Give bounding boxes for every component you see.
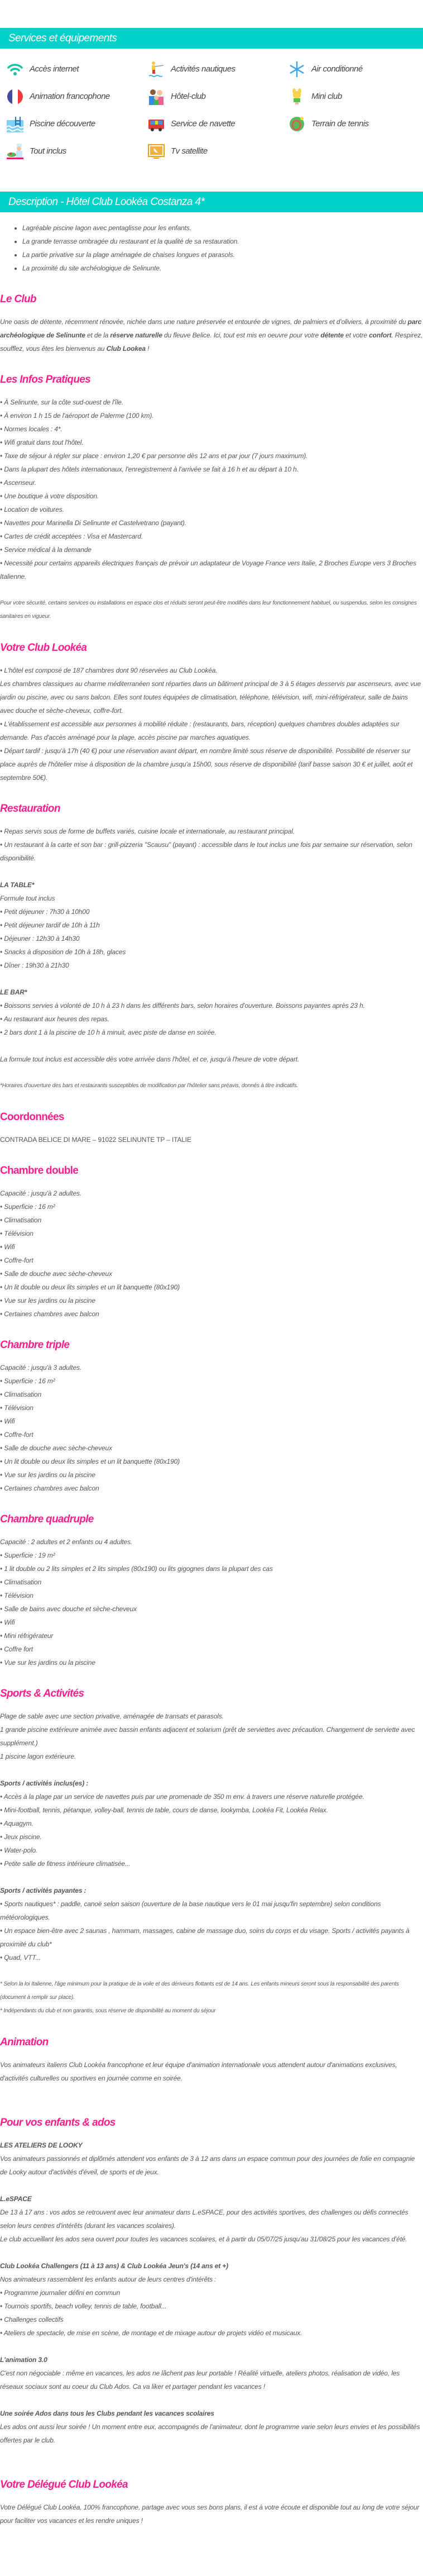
info-item: • Dans la plupart des hôtels internationaux, l'enregistrement à l'arrivée se fait à 16 h et au départ à 10 h. xyxy=(0,465,299,473)
sports-note: * Selon la loi Italienne, l'âge minimum pour la pratique de la voile et des dériveurs flottants est de 14 ans. Les enfants mineurs seront sous la responsabilité des parents (document à remplir sur place). xyxy=(0,1981,399,2001)
section-coordonnees xyxy=(0,1111,423,1146)
animation-text: Vos animateurs italiens Club Lookéa francophone et leur équipe d'animation internationale vous attendent autour d'animations exclusives, d'activités culturelles ou sportives en journée comme en soirée. xyxy=(0,2061,397,2082)
subheading: LA TABLE* xyxy=(0,881,35,889)
info-item: • Normes locales : 4*. xyxy=(0,425,63,433)
kids-text: • Challenges collectifs xyxy=(0,2316,64,2323)
text-bold: réserve naturelle xyxy=(110,331,162,339)
service-item xyxy=(148,55,289,83)
section-heading: Pour vos enfants & ados xyxy=(0,2117,116,2129)
text: Une oasis de détente, récemment rénovée, nichée dans une nature préservée et entourée de vignes, de palmiers et d'oliviers, à proximité du xyxy=(0,318,408,326)
formula-text: La formule tout inclus est accessible dès votre arrivée dans l'hôtel, et ce, jusqu'à l'heure de votre départ. xyxy=(0,1055,300,1063)
service-item xyxy=(148,110,289,137)
table-item: Formule tout inclus xyxy=(0,894,55,902)
room-item: • Vue sur les jardins ou la piscine xyxy=(0,1659,95,1666)
service-label: Accès internet xyxy=(30,64,79,74)
highlight-item: • Lagréable piscine lagon avec pentaglisse pour les enfants. xyxy=(22,221,423,235)
room-item: • Mini réfrigérateur xyxy=(0,1632,54,1640)
info-item: • Une boutique à votre disposition. xyxy=(0,492,99,500)
table-item: • Déjeuner : 12h30 à 14h30 xyxy=(0,935,80,942)
sports-intro: Plage de sable avec une section privative, aménagée de transats et parasols. xyxy=(0,1712,224,1720)
room-item: • Salle de douche avec sèche-cheveux xyxy=(0,1270,112,1278)
services-grid xyxy=(0,55,423,165)
room-item: Capacité : jusqu'à 2 adultes. xyxy=(0,1189,82,1197)
room-item: • Télévision xyxy=(0,1230,33,1237)
subheading: L'animation 3.0 xyxy=(0,2356,47,2364)
club-item: • L'hôtel est composé de 187 chambres dont 90 réservées au Club Lookéa. xyxy=(0,666,218,674)
room-item: • Certaines chambres avec balcon xyxy=(0,1484,99,1492)
subheading: Sports / activités payantes : xyxy=(0,1887,86,1894)
info-item: • Necessité pour certains appareils électriques français de prévoir un adaptateur de Voyage France vers Italie, 2 Broches Europe vers 3 Broches Italienne. xyxy=(0,559,417,580)
service-label: Air conditionné xyxy=(311,64,363,74)
section-le-club xyxy=(0,293,423,355)
room-item: • Coffre fort xyxy=(0,1645,33,1653)
sport-item: • Jeux piscine. xyxy=(0,1833,42,1841)
kids-text: Vos animateurs passionnés et diplômés attendent vos enfants de 3 à 12 ans dans un espace commun pour des journées de folie en compagnie de Looky autour d'activités d'éveil, de sports et de jeux. xyxy=(0,2155,415,2176)
section-infos-pratiques xyxy=(0,373,423,623)
room-item: • Superficie : 16 m² xyxy=(0,1377,55,1385)
text: du fleuve Belice. Ici, tout est mis en oeuvre pour votre xyxy=(162,331,321,339)
room-item: • Coffre-fort xyxy=(0,1431,33,1439)
info-item: • Taxe de séjour à régler sur place : environ 1,20 € par personne dès 12 ans et par jour (7 jours maximum). xyxy=(0,452,308,460)
room-item: • Un lit double ou deux lits simples et un lit banquette (80x190) xyxy=(0,1283,180,1291)
kids-text: Nos animateurs rassemblent les enfants autour de leurs centres d'intérêts : xyxy=(0,2275,217,2283)
section-heading: Les Infos Pratiques xyxy=(0,374,90,385)
address: CONTRADA BELICE DI MARE – 91022 SELINUNTE TP – ITALIE xyxy=(0,1136,191,1144)
restaurant-item: • Un restaurant à la carte et son bar : grill-pizzeria "Scausu" (payant) : accessible dans le tout inclus une fois par semaine sur réservation, selon disponibilité. xyxy=(0,841,412,862)
bar-item: • Au restaurant aux heures des repas. xyxy=(0,1015,109,1023)
section-votre-club xyxy=(0,641,423,784)
room-item: • 1 lit double ou 2 lits simples et 2 lits simples (80x190) ou lits gigognes dans la plupart des cas xyxy=(0,1565,273,1573)
bunny-icon xyxy=(289,88,305,105)
highlight-item: • La proximité du site archéologique de Selinunte. xyxy=(22,261,423,275)
service-label: Tout inclus xyxy=(30,146,66,156)
info-item: • Ascenseur. xyxy=(0,479,36,487)
service-label: Hôtel-club xyxy=(171,91,206,101)
sanitary-note: Pour votre sécurité, certains services ou installations en espace clos et réduits seront peut-être modifiés dans leur fonctionnement habituel, ou suspendus, selon les consignes sanitaires en vigueur. xyxy=(0,600,417,620)
wifi-icon xyxy=(7,61,23,78)
section-heading: Restauration xyxy=(0,803,60,815)
room-item: • Salle de douche avec sèche-cheveux xyxy=(0,1444,112,1452)
text-bold: détente xyxy=(320,331,344,339)
section-restauration xyxy=(0,802,423,1093)
section-heading: Chambre quadruple xyxy=(0,1513,94,1525)
sport-item: • Petite salle de fitness intérieure climatisée... xyxy=(0,1860,131,1868)
kids-text: • Programme journalier défini en commun xyxy=(0,2289,121,2297)
sports-intro: 1 piscine lagon extérieure. xyxy=(0,1753,76,1760)
sports-intro: 1 grande piscine extérieure animée avec bassin enfants adjacent et solarium (prêt de serviettes avec précaution. Changement de serviette avec supplément.) xyxy=(0,1726,415,1747)
subheading: LES ATELIERS DE LOOKY xyxy=(0,2141,83,2149)
description-title: Description - Hôtel Club Lookéa Costanza 4* xyxy=(8,196,205,208)
info-item: • Navettes pour Marinella Di Selinunte et Castelvetrano (payant). xyxy=(0,519,186,527)
section-sports xyxy=(0,1687,423,2018)
service-label: Piscine découverte xyxy=(30,118,95,128)
service-item xyxy=(7,55,148,83)
service-item xyxy=(7,83,148,110)
service-label: Tv satellite xyxy=(171,146,208,156)
section-chambre-double xyxy=(0,1164,423,1321)
info-item: • À environ 1 h 15 de l'aéroport de Palerme (100 km). xyxy=(0,412,154,420)
french-flag-icon xyxy=(7,88,23,105)
service-item xyxy=(289,83,423,110)
kids-text: De 13 à 17 ans : vos ados se retrouvent avec leur animateur dans L.eSPACE, pour des activités sportives, des challenges ou défis connectés selon leurs centres d'intérêts (durant les vacances scolaires). xyxy=(0,2208,408,2230)
highlight-item: • La grande terrasse ombragée du restaurant et la qualité de sa restauration. xyxy=(22,235,423,248)
room-item: Capacité : jusqu'à 3 adultes. xyxy=(0,1364,82,1372)
table-item: • Petit déjeuner tardif de 10h à 11h xyxy=(0,921,100,929)
delegue-text: Votre Délégué Club Lookéa, 100% francophone, partage avec vous ses bons plans, il est à votre écoute et disponible tout au long de votre séjour pour faciliter vos vacances et les rendre uniques ! xyxy=(0,2503,420,2525)
text: . Respirez, soufflez, vous êtes les bienvenus au xyxy=(0,331,423,353)
info-item: • Location de voitures. xyxy=(0,506,64,513)
section-heading: Votre Délégué Club Lookéa xyxy=(0,2479,128,2491)
section-animation xyxy=(0,2036,423,2098)
table-item: • Dîner : 19h30 à 21h30 xyxy=(0,961,69,969)
text: ! xyxy=(145,345,150,353)
service-label: Activités nautiques xyxy=(171,64,235,74)
sport-item: • Un espace bien-être avec 2 saunas , hammam, massages, cabine de massage duo, soins du corps et du visage. Sports / activités payants à proximité du club* xyxy=(0,1927,410,1948)
room-item: • Un lit double ou deux lits simples et un lit banquette (80x190) xyxy=(0,1458,180,1465)
subheading: L.eSPACE xyxy=(0,2195,32,2203)
text-bold: confort xyxy=(369,331,392,339)
service-item xyxy=(7,137,148,165)
info-item: • Cartes de crédit acceptées : Visa et Mastercard. xyxy=(0,532,143,540)
club-item: • Départ tardif : jusqu'à 17h (40 €) pour une réservation avant départ, en nombre limité sous réserve de disponibilité. Possibilité de réserver sur place auprès de l'hôtelier mise à disposition de la chambre jusqu'a 15h00, sous réserve de disponibilité (tarif basse saison 30 € et juillet, août et septembre 50€). xyxy=(0,747,413,782)
chef-icon xyxy=(7,143,23,160)
sport-item: • Water-polo. xyxy=(0,1846,38,1854)
info-item: • Wifi gratuit dans tout l'hôtel. xyxy=(0,439,84,446)
services-title: Services et équipements xyxy=(8,32,117,44)
highlight-item: • La partie privative sur la plage aménagée de chaises longues et parasols. xyxy=(22,248,423,261)
sport-item: • Mini-football, tennis, pétanque, volley-ball, tennis de table, cours de danse, lookymba, Lookéa Fit, Lookéa Relax. xyxy=(0,1806,328,1814)
sport-item: • Sports nautiques* : paddle, canoë selon saison (ouverture de la base nautique vers le 01 mai jusqu'fin septembre) selon conditions météorologiques. xyxy=(0,1900,381,1921)
service-item xyxy=(7,110,148,137)
section-heading: Chambre triple xyxy=(0,1339,70,1351)
room-item: • Wifi xyxy=(0,1417,15,1425)
section-heading: Le Club xyxy=(0,293,36,305)
room-item: • Vue sur les jardins ou la piscine xyxy=(0,1471,95,1479)
bar-item: • 2 bars dont 1 à la piscine de 10 h à minuit, avec piste de danse en soirée. xyxy=(0,1029,217,1036)
snowflake-icon xyxy=(289,61,305,78)
room-item: • Certaines chambres avec balcon xyxy=(0,1310,99,1318)
room-item: • Climatisation xyxy=(0,1578,41,1586)
info-item: • À Selinunte, sur la côte sud-ouest de l'île. xyxy=(0,398,124,406)
restaurant-item: • Repas servis sous de forme de buffets variés, cuisine locale et internationale, au restaurant principal. xyxy=(0,827,295,835)
sport-item: • Accès à la plage par un service de navettes puis par une promenade de 350 m env. à travers une réserve naturelle protégée. xyxy=(0,1793,364,1801)
hours-note: *Horaires d'ouverture des bars et restaurants susceptibles de modification par l'hôtelier sans préavis, donnés à titre indicatifs. xyxy=(0,1083,299,1089)
section-chambre-triple xyxy=(0,1339,423,1495)
service-item xyxy=(148,83,289,110)
room-item: • Coffre-fort xyxy=(0,1256,33,1264)
section-delegue xyxy=(0,2478,423,2527)
room-item: • Télévision xyxy=(0,1404,33,1412)
club-item: Les chambres classiques au charme méditerranéen sont réparties dans un bâtiment principal de 3 à 5 étages desservis par ascenseurs, avec vue jardin ou piscine, avec ou sans balcon. Elles sont toutes équipées de climatisation, téléphone, télévision, wifi, mini-réfrigérateur, salle de bains avec douche et sèche-cheveux, coffre-fort. xyxy=(0,680,421,715)
subheading: Club Lookéa Challengers (11 à 13 ans) & Club Lookéa Jeun's (14 ans et +) xyxy=(0,2262,228,2270)
room-item: • Superficie : 16 m² xyxy=(0,1203,55,1211)
subheading: LE BAR* xyxy=(0,988,27,996)
description-banner xyxy=(0,192,423,212)
services-banner xyxy=(0,28,423,49)
section-chambre-quadruple xyxy=(0,1513,423,1669)
section-heading: Coordonnées xyxy=(0,1111,64,1123)
kids-text: C'est non négociable : même en vacances, les ados ne lâchent pas leur portable ! Réalité virtuelle, ateliers photos, réalisation de vidéo, les réseaux sociaux sont au coeur du Club Ados. Ca va liker et partager pendant les vacances ! xyxy=(0,2369,400,2391)
section-heading: Votre Club Lookéa xyxy=(0,642,87,654)
tennis-icon xyxy=(289,116,305,132)
text-bold: parc archéologique de Selinunte xyxy=(0,318,422,339)
club-paragraph xyxy=(0,315,423,355)
room-item: • Vue sur les jardins ou la piscine xyxy=(0,1297,95,1304)
family-icon xyxy=(148,88,165,105)
kids-text: • Tournois sportifs, beach volley, tennis de table, football... xyxy=(0,2302,167,2310)
bar-item: • Boissons servies à volonté de 10 h à 23 h dans les différents bars, selon horaires d'ouverture. Boissons payantes après 23 h. xyxy=(0,1002,365,1010)
room-item: • Wifi xyxy=(0,1618,15,1626)
subheading: Une soirée Ados dans tous les Clubs pendant les vacances scolaires xyxy=(0,2410,214,2417)
section-heading: Sports & Activités xyxy=(0,1688,84,1699)
kids-text: Les ados ont aussi leur soirée ! Un moment entre eux, accompagnés de l'animateur, dont le programme varie selon leurs envies et les possibilités offertes par le club. xyxy=(0,2423,420,2444)
room-item: • Climatisation xyxy=(0,1391,41,1398)
table-item: • Snacks à disposition de 10h à 18h, glaces xyxy=(0,948,126,956)
subheading: Sports / activités inclus(es) : xyxy=(0,1779,89,1787)
tv-satellite-icon xyxy=(148,143,165,160)
service-label: Animation francophone xyxy=(30,91,110,101)
sports-note: * Indépendants du club et non garantis, sous réserve de disponibilité au moment du séjour xyxy=(0,2008,216,2014)
service-label: Mini club xyxy=(311,91,342,101)
club-item: • L'établissement est accessible aux personnes à mobilité réduite : (restaurants, bars, réception) quelques chambres doubles adaptées sur demande. Pas d'accès aménagé pour la plage, accès piscine par marches aquatiques. xyxy=(0,720,400,741)
text: et de la xyxy=(85,331,110,339)
room-item: • Salle de bains avec douche et sèche-cheveux xyxy=(0,1605,137,1613)
pool-icon xyxy=(7,116,23,132)
service-item xyxy=(148,137,289,165)
service-item xyxy=(289,55,423,83)
room-item: • Superficie : 19 m² xyxy=(0,1551,55,1559)
room-item: • Wifi xyxy=(0,1243,15,1251)
text-bold: Club Lookea xyxy=(106,345,146,353)
service-label: Terrain de tennis xyxy=(311,118,369,128)
bus-icon xyxy=(148,116,165,132)
section-heading: Chambre double xyxy=(0,1165,79,1177)
kids-text: Le club accueillant les ados sera ouvert pour toutes les vacances scolaires, et à partir du 05/07/25 jusqu'au 31/08/25 pour les vacances d'été. xyxy=(0,2235,407,2243)
service-label: Service de navette xyxy=(171,118,235,128)
info-item: • Service médical à la demande xyxy=(0,546,92,554)
highlights-list xyxy=(0,221,423,275)
section-enfants-ados xyxy=(0,2116,423,2460)
kids-text: • Ateliers de spectacle, de mise en scène, de montage et de mixage autour de projets vidéo et musicaux. xyxy=(0,2329,302,2337)
text: et votre xyxy=(343,331,369,339)
water-ski-icon xyxy=(148,61,165,78)
sport-item: • Quad, VTT... xyxy=(0,1954,41,1961)
sport-item: • Aquagym. xyxy=(0,1820,33,1827)
room-item: • Télévision xyxy=(0,1592,33,1599)
room-item: • Climatisation xyxy=(0,1216,41,1224)
room-item: Capacité : 2 adultes et 2 enfants ou 4 adultes. xyxy=(0,1538,133,1546)
service-item xyxy=(289,110,423,137)
section-heading: Animation xyxy=(0,2036,49,2048)
table-item: • Petit déjeuner : 7h30 à 10h00 xyxy=(0,908,90,916)
